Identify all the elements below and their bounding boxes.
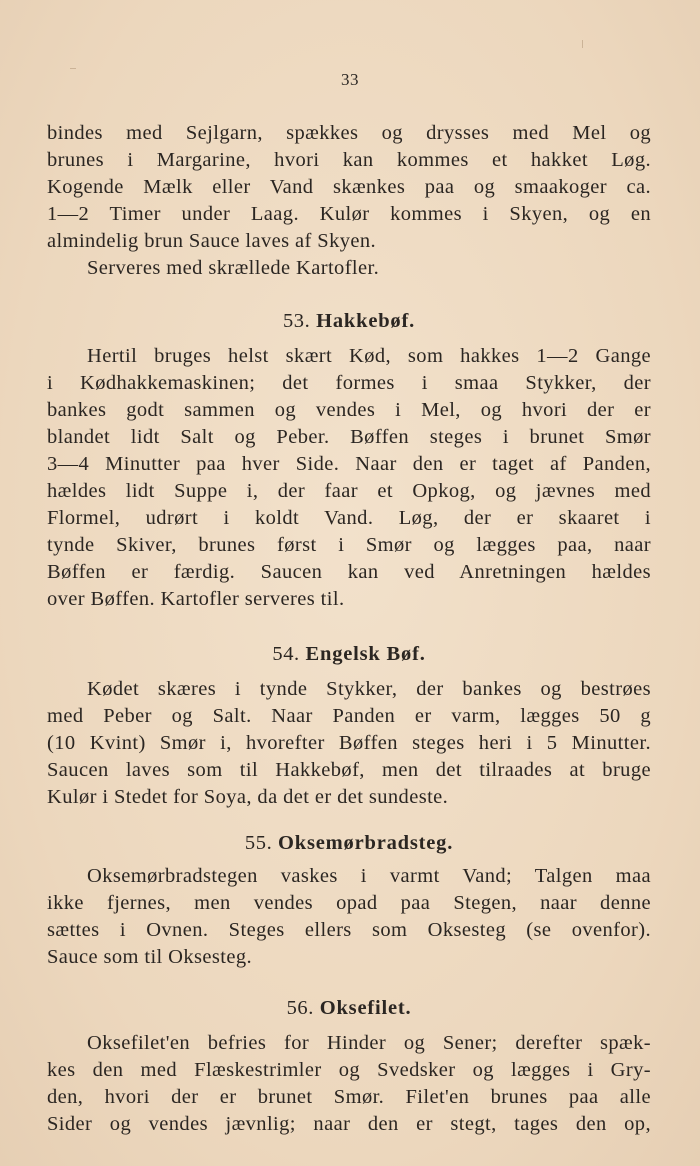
text-line: tynde Skiver, brunes først i Smør og lægges paa, naar	[47, 534, 651, 556]
recipe-number: 56.	[286, 997, 314, 1019]
recipe-title: Oksefilet.	[319, 997, 412, 1019]
recipe-56	[47, 995, 651, 1022]
text-line: almindelig brun Sauce laves af Skyen.	[47, 230, 377, 252]
recipe-53	[47, 308, 651, 335]
recipe-heading	[47, 641, 651, 668]
recipe-heading	[47, 995, 651, 1022]
text-line: i Kødhakkemaskinen; det formes i smaa Stykker, der	[47, 372, 651, 394]
text-line: hældes lidt Suppe i, der faar et Opkog, og jævnes med	[47, 480, 651, 502]
text-line: Oksefilet'en befries for Hinder og Sener; derefter spæk-	[87, 1032, 651, 1054]
recipe-title: Hakkebøf.	[316, 310, 416, 332]
text-line: med Peber og Salt. Naar Panden er varm, lægges 50 g	[47, 705, 651, 727]
text-line: blandet lidt Salt og Peber. Bøffen steges i brunet Smør	[47, 426, 651, 448]
text-line: (10 Kvint) Smør i, hvorefter Bøffen steges heri i 5 Minutter.	[47, 732, 651, 754]
recipe-number: 53.	[282, 310, 311, 332]
text-line: den, hvori der er brunet Smør. Filet'en brunes paa alle	[47, 1086, 651, 1108]
recipe-title: Oksemørbradsteg.	[278, 832, 454, 854]
text-line: Serveres med skrællede Kartofler.	[87, 257, 380, 279]
text-line: Sider og vendes jævnlig; naar den er stegt, tages den op,	[47, 1113, 651, 1135]
paper-speck	[582, 40, 583, 48]
text-line: Oksemørbradstegen vaskes i varmt Vand; Talgen maa	[87, 865, 651, 887]
recipe-55-body	[47, 863, 651, 971]
text-line: Kogende Mælk eller Vand skænkes paa og smaakoger ca.	[47, 176, 651, 198]
recipe-54	[47, 641, 651, 668]
text-line: Kulør i Stedet for Soya, da det er det sundeste.	[47, 786, 449, 808]
recipe-number: 54.	[272, 643, 300, 665]
paragraph-continuation	[47, 120, 651, 282]
text-line: sættes i Ovnen. Steges ellers som Oksesteg (se ovenfor).	[47, 919, 651, 941]
text-line: 1—2 Timer under Laag. Kulør kommes i Skyen, og en	[47, 203, 651, 225]
paper-speck	[70, 68, 76, 69]
text-line: over Bøffen. Kartofler serveres til.	[47, 588, 345, 610]
recipe-55	[47, 830, 651, 857]
text-line: Bøffen er færdig. Saucen kan ved Anretningen hældes	[47, 561, 651, 583]
recipe-title: Engelsk Bøf.	[305, 643, 426, 665]
text-line: Flormel, udrørt i koldt Vand. Løg, der er skaaret i	[47, 507, 651, 529]
recipe-53-body	[47, 343, 651, 613]
text-line: kes den med Flæskestrimler og Svedsker og lægges i Gry-	[47, 1059, 651, 1081]
text-line: ikke fjernes, men vendes opad paa Stegen, naar denne	[47, 892, 651, 914]
text-line: Sauce som til Oksesteg.	[47, 946, 253, 968]
text-line: bankes godt sammen og vendes i Mel, og hvori der er	[47, 399, 651, 421]
recipe-heading	[47, 308, 651, 335]
page-number: 33	[341, 70, 359, 89]
recipe-number: 55.	[244, 832, 273, 854]
recipe-54-body	[47, 676, 651, 811]
text-line: Saucen laves som til Hakkebøf, men det tilraades at bruge	[47, 759, 651, 781]
recipe-heading	[47, 830, 651, 857]
recipe-56-body	[47, 1030, 651, 1138]
text-line: bindes med Sejlgarn, spækkes og drysses med Mel og	[47, 122, 651, 144]
text-line: brunes i Margarine, hvori kan kommes et hakket Løg.	[47, 149, 651, 171]
text-line: Hertil bruges helst skært Kød, som hakkes 1—2 Gange	[87, 345, 651, 367]
text-line: 3—4 Minutter paa hver Side. Naar den er taget af Panden,	[47, 453, 651, 475]
text-line: Kødet skæres i tynde Stykker, der bankes og bestrøes	[87, 678, 651, 700]
